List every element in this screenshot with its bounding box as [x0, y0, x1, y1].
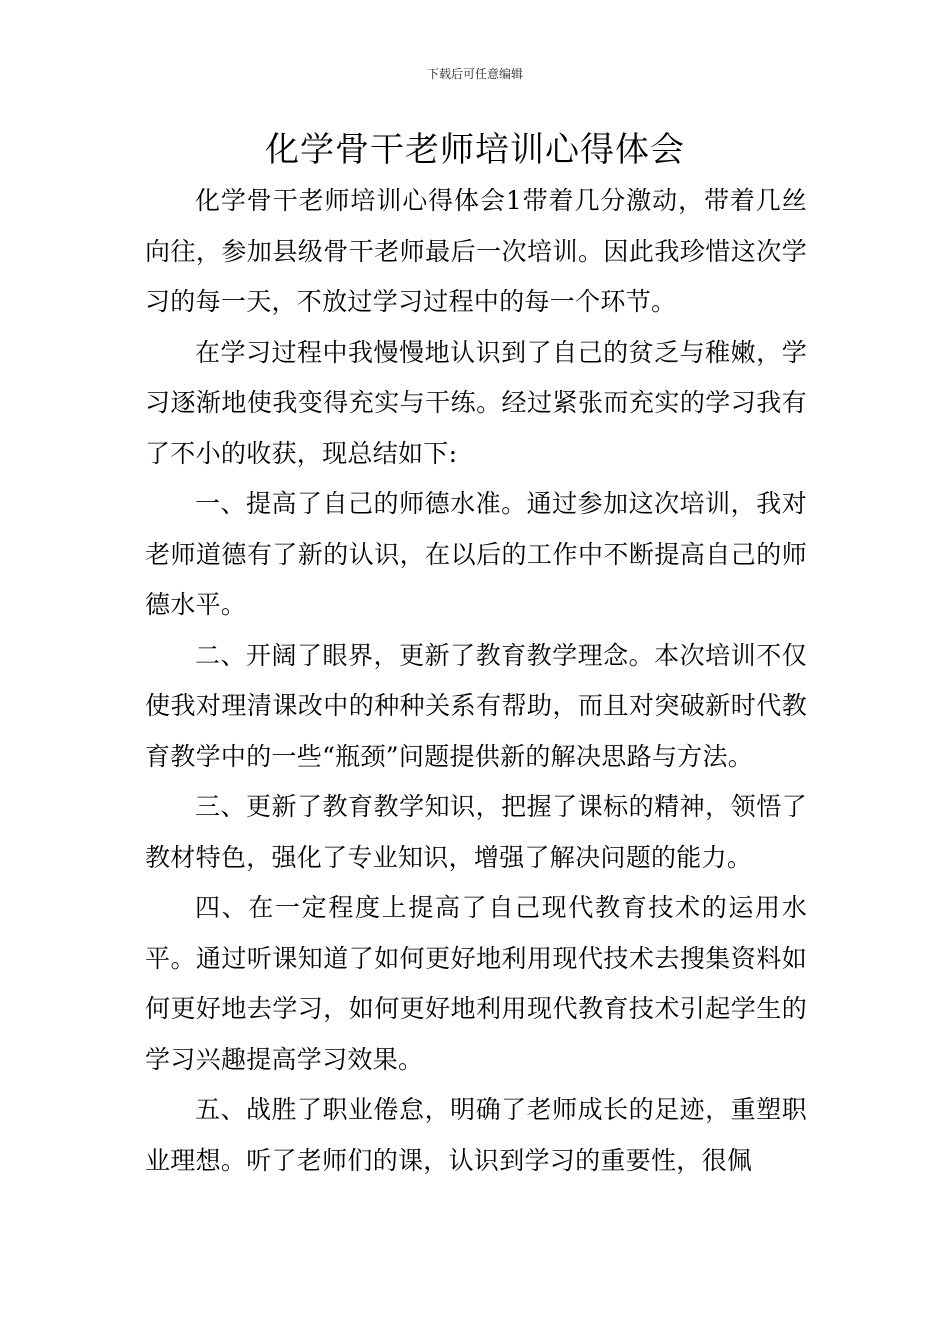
paragraph-1: 化学骨干老师培训心得体会1带着几分激动，带着几丝向往，参加县级骨干老师最后一次培训。因此我珍惜这次学习的每一天，不放过学习过程中的每一个环节。 [145, 186, 807, 316]
paragraph-4: 二、开阔了眼界，更新了教育教学理念。本次培训不仅使我对理清课改中的种种关系有帮助，而且对突破新时代教育教学中的一些“瓶颈”问题提供新的解决思路与方法。 [145, 640, 807, 771]
paragraph-7: 五、战胜了职业倦怠，明确了老师成长的足迹，重塑职业理想。听了老师们的课，认识到学习的重要性，很佩 [145, 1095, 807, 1175]
document-body [145, 176, 807, 1186]
paragraph-5: 三、更新了教育教学知识，把握了课标的精神，领悟了教材特色，强化了专业知识，增强了解决问题的能力。 [145, 792, 807, 872]
paragraph-6: 四、在一定程度上提高了自己现代教育技术的运用水平。通过听课知道了如何更好地利用现代技术去搜集资料如何更好地去学习，如何更好地利用现代教育技术引起学生的学习兴趣提高学习效果。 [145, 893, 807, 1074]
paragraph-2: 在学习过程中我慢慢地认识到了自己的贫乏与稚嫩，学习逐渐地使我变得充实与干练。经过紧张而充实的学习我有了不小的收获，现总结如下: [145, 337, 807, 468]
document-title: 化学骨干老师培训心得体会 [265, 130, 685, 170]
paragraph-3: 一、提高了自己的师德水准。通过参加这次培训，我对老师道德有了新的认识，在以后的工作中不断提高自己的师德水平。 [145, 489, 807, 619]
header-note: 下载后可任意编辑 [426, 67, 523, 81]
